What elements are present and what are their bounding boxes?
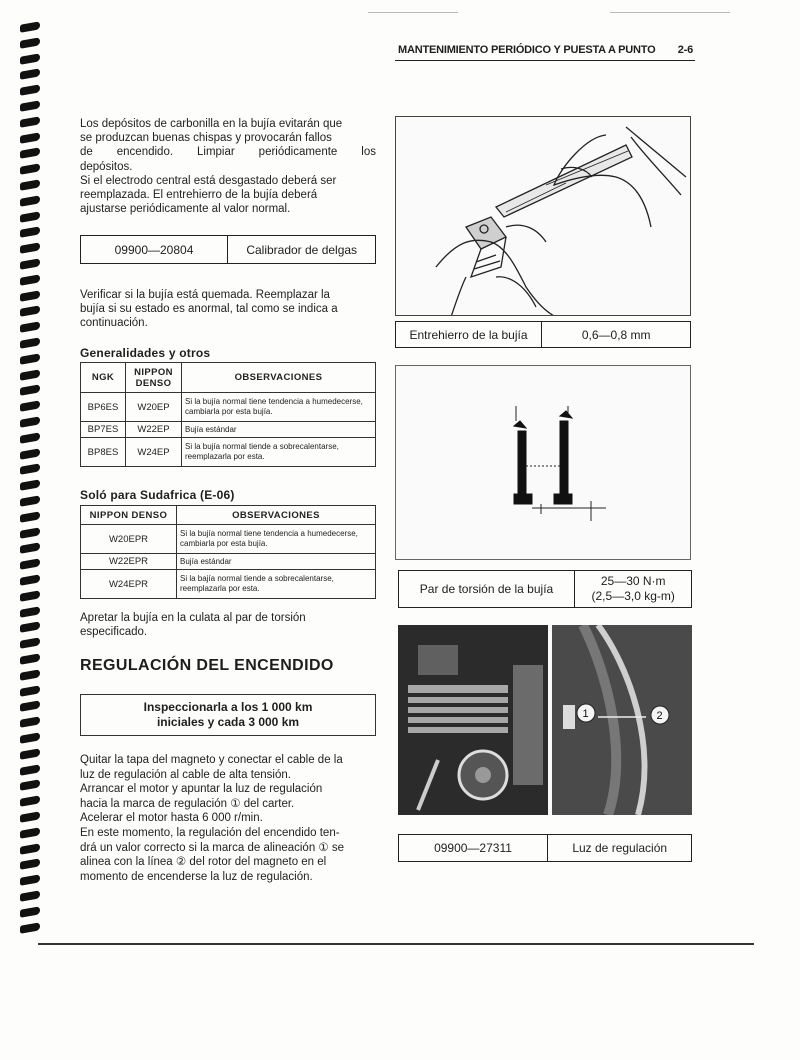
binding-ring [18, 212, 44, 222]
binding-ring [18, 670, 44, 680]
callout-label: 2 [656, 710, 663, 722]
spiral-binding [18, 22, 46, 952]
tool-name: Calibrador de delgas [246, 242, 358, 257]
text-line: Los depósitos de carbonilla en la bujía evitarán que [80, 118, 343, 130]
text-line: Apretar la bujía en la culata al par de torsión [80, 612, 306, 624]
gap-spec-value: 0,6—0,8 mm [581, 327, 651, 342]
spark-plug-section-figure [395, 365, 691, 560]
text-line: Quitar la tapa del magneto y conectar el cable de la [80, 754, 343, 766]
binding-ring [18, 780, 44, 790]
table2-title: Soló para Sudafrica (E-06) [80, 488, 235, 502]
text-line: alinea con la línea ② del rotor del magneto en el [80, 856, 327, 869]
binding-ring [18, 22, 44, 32]
torque-paragraph [80, 611, 376, 639]
feeler-gauge-tool-box [80, 235, 376, 264]
obs-cell: Si la bujía normal tiene tendencia a humedecerse, cambiarla por esta bujía. [182, 393, 376, 422]
engine-photo [398, 625, 692, 815]
binding-ring [18, 338, 44, 348]
nd-cell: W20EPR [81, 525, 177, 554]
binding-ring [18, 306, 44, 316]
ignition-paragraph [80, 753, 376, 884]
binding-ring [18, 322, 44, 332]
binding-ring [18, 796, 44, 806]
binding-ring [18, 291, 44, 301]
text-line: Verificar si la bujía está quemada. Reemplazar la [80, 289, 330, 301]
text-line: luz de regulación al cable de alta tensión. [80, 768, 291, 781]
binding-ring [18, 496, 44, 506]
binding-ring [18, 385, 44, 395]
binding-ring [18, 117, 44, 127]
binding-ring [18, 354, 44, 364]
binding-ring [18, 85, 44, 95]
text-line: depósitos. [80, 160, 133, 173]
column-header [126, 363, 182, 393]
spark-plug-diagram [396, 366, 691, 560]
torque-spec-label: Par de torsión de la bujía [419, 582, 554, 596]
binding-ring [18, 701, 44, 711]
binding-ring [18, 133, 44, 143]
binding-ring [18, 164, 44, 174]
text-line: reemplazada. El entrehierro de la bujía deberá [80, 189, 318, 202]
torque-spec-value [575, 571, 691, 607]
table-row [81, 554, 376, 570]
column-header: NGK [81, 363, 126, 393]
column-header: NIPPON DENSO [81, 506, 177, 525]
binding-ring [18, 844, 44, 854]
obs-cell: Bujía estándar [182, 422, 376, 438]
binding-ring [18, 101, 44, 111]
text-line: En este momento, la regulación del encendido ten- [80, 826, 340, 839]
callout-label: 1 [582, 708, 589, 720]
binding-ring [18, 622, 44, 632]
torque-value-kgm: (2,5—3,0 kg-m) [591, 589, 675, 603]
binding-ring [18, 543, 44, 553]
table-row [81, 570, 376, 599]
binding-ring [18, 828, 44, 838]
inspection-interval-box [80, 694, 376, 736]
binding-ring [18, 733, 44, 743]
tool-code: 09900—27311 [434, 841, 512, 855]
verify-paragraph [80, 288, 376, 331]
header-title: MANTENIMIENTO PERIÓDICO Y PUESTA A PUNTO [398, 44, 656, 56]
binding-ring [18, 401, 44, 411]
gap-spec-label: Entrehierro de la bujía [409, 327, 528, 342]
binding-ring [18, 875, 44, 885]
gap-measurement-figure [395, 116, 691, 316]
binding-ring [18, 812, 44, 822]
binding-ring [18, 686, 44, 696]
text-line: Arrancar el motor y apuntar la luz de regulación [80, 783, 323, 796]
text-line: de encendido. Limpiar periódicamente los [80, 146, 376, 159]
nd-cell: W20EP [126, 393, 182, 422]
text-line: hacia la marca de regulación ① del carter. [80, 797, 295, 810]
binding-ring [18, 464, 44, 474]
text-line: Acelerar el motor hasta 6 000 r/min. [80, 812, 263, 825]
binding-ring [18, 148, 44, 158]
column-header: OBSERVACIONES [177, 506, 376, 525]
binding-ring [18, 717, 44, 727]
binding-ring [18, 891, 44, 901]
binding-ring [18, 559, 44, 569]
binding-ring [18, 243, 44, 253]
obs-cell: Bujía estándar [177, 554, 376, 570]
tool-code: 09900—20804 [114, 242, 194, 257]
binding-ring [18, 275, 44, 285]
interval-line: Inspeccionarla a los 1 000 km [143, 700, 313, 714]
binding-ring [18, 54, 44, 64]
table1-title: Generalidades y otros [80, 346, 211, 360]
binding-ring [18, 528, 44, 538]
text-line: momento de encenderse la luz de regulación. [80, 870, 313, 883]
obs-cell: Si la bajía normal tiende a sobrecalentarse, reemplazarla por esta. [177, 570, 376, 599]
text-line: se produzcan buenas chispas y provocarán fallos [80, 132, 332, 145]
binding-ring [18, 923, 44, 933]
column-header-text: NIPPON DENSO [134, 366, 173, 389]
binding-ring [18, 38, 44, 48]
nd-cell: W22EPR [81, 554, 177, 570]
engine-photo-figure [398, 625, 692, 815]
binding-ring [18, 259, 44, 269]
table-row [81, 393, 376, 422]
binding-ring [18, 449, 44, 459]
binding-ring [18, 370, 44, 380]
page-header [398, 44, 693, 60]
binding-ring [18, 654, 44, 664]
binding-ring [18, 575, 44, 585]
scan-artifact-line [610, 12, 730, 13]
text-line: continuación. [80, 317, 148, 330]
column-header: OBSERVACIONES [182, 363, 376, 393]
torque-value-nm: 25—30 N·m [600, 574, 666, 588]
binding-ring [18, 859, 44, 869]
binding-ring [18, 512, 44, 522]
text-line: ajustarse periódicamente al valor normal. [80, 203, 291, 216]
binding-ring [18, 417, 44, 427]
nd-cell: W24EP [126, 438, 182, 467]
binding-ring [18, 433, 44, 443]
binding-ring [18, 196, 44, 206]
gap-spec-box [395, 321, 691, 348]
section-title: REGULACIÓN DEL ENCENDIDO [80, 657, 334, 674]
binding-ring [18, 907, 44, 917]
table-row [81, 422, 376, 438]
south-africa-table [80, 505, 376, 599]
timing-light-tool-box [398, 834, 692, 862]
ngk-cell: BP6ES [81, 393, 126, 422]
binding-ring [18, 180, 44, 190]
ngk-cell: BP7ES [81, 422, 126, 438]
binding-ring [18, 69, 44, 79]
spark-plug-table [80, 362, 376, 467]
ngk-cell: BP8ES [81, 438, 126, 467]
page-bottom-rule [38, 943, 754, 945]
scan-artifact-line [368, 12, 458, 13]
binding-ring [18, 765, 44, 775]
table-header-row [81, 506, 376, 525]
table-row [81, 438, 376, 467]
torque-spec-box [398, 570, 692, 608]
text-line: bujía si su estado es anormal, tal como se indica a [80, 303, 338, 316]
binding-ring [18, 607, 44, 617]
header-rule [395, 60, 695, 61]
text-line: especificado. [80, 626, 148, 639]
tool-name: Luz de regulación [572, 841, 668, 855]
nd-cell: W24EPR [81, 570, 177, 599]
text-line: Si el electrodo central está desgastado deberá ser [80, 174, 337, 187]
hands-feeler-gauge-illustration [396, 117, 691, 316]
page-number: 2-6 [677, 44, 693, 56]
text-line: drá un valor correcto si la marca de alineación ① se [80, 841, 345, 854]
obs-cell: Si la bujía normal tiene tendencia a humedecerse, cambiarla por esta bujía. [177, 525, 376, 554]
binding-ring [18, 227, 44, 237]
binding-ring [18, 591, 44, 601]
binding-ring [18, 480, 44, 490]
interval-line: iniciales y cada 3 000 km [156, 715, 300, 729]
intro-paragraph [80, 117, 376, 216]
binding-ring [18, 638, 44, 648]
table-header-row [81, 363, 376, 393]
obs-cell: Si la bujía normal tiende a sobrecalentarse, reemplazarla por esta. [182, 438, 376, 467]
binding-ring [18, 749, 44, 759]
table-row [81, 525, 376, 554]
nd-cell: W22EP [126, 422, 182, 438]
